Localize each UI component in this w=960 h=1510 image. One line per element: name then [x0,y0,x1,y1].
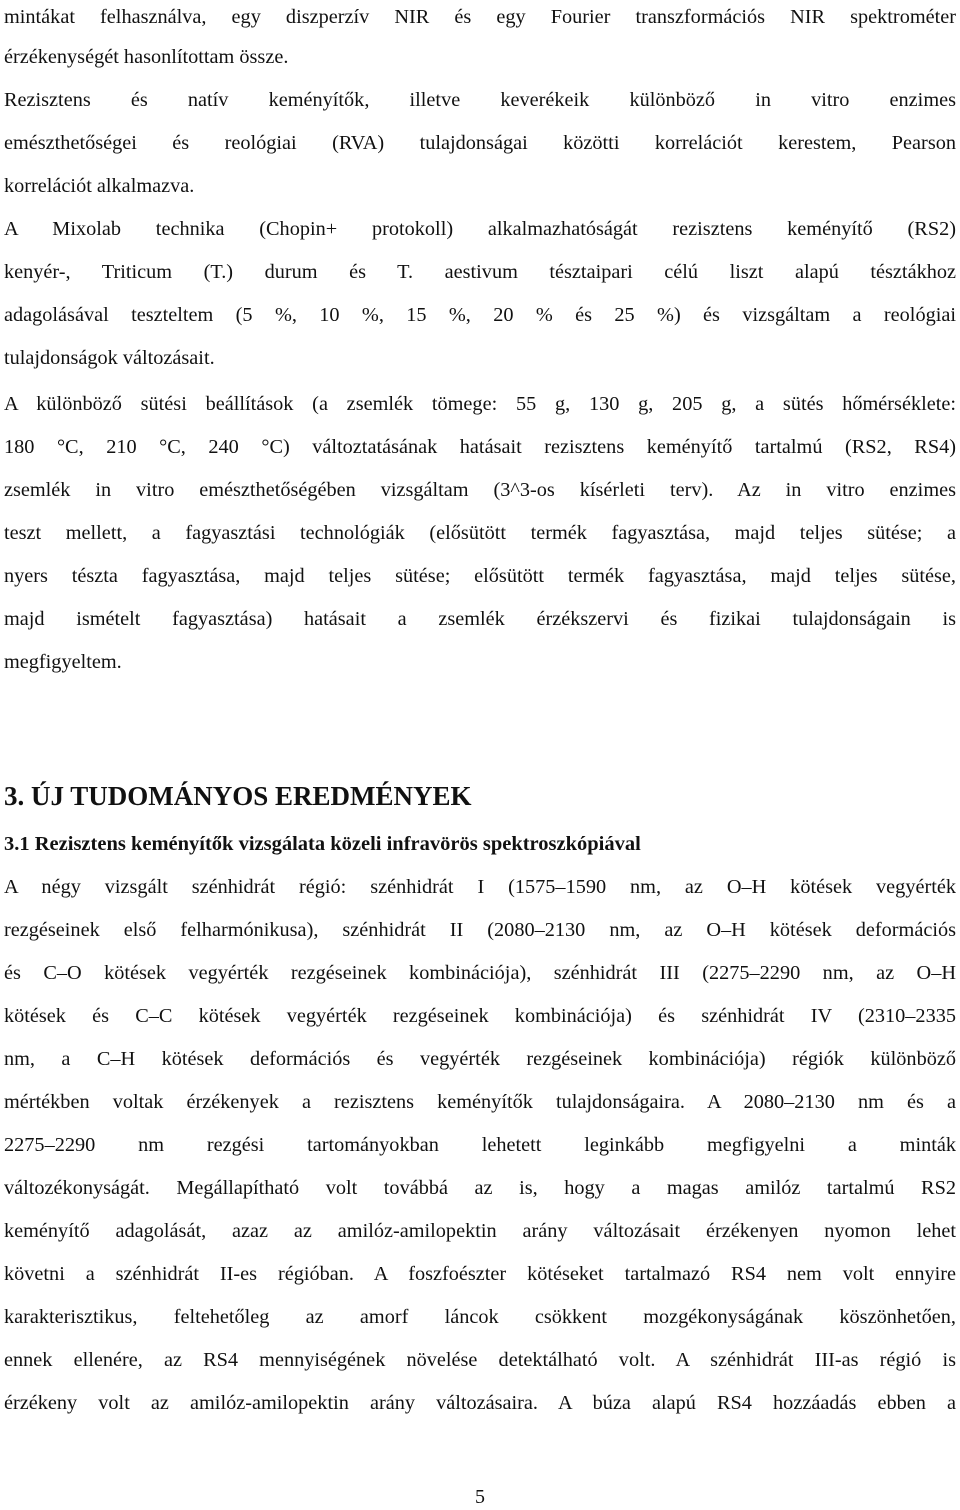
text-line: emészthetőségei és reológiai (RVA) tulajdonságai közötti korrelációt kerestem, Pearson [4,132,956,154]
section-heading: 3. ÚJ TUDOMÁNYOS EREDMÉNYEK [4,781,472,811]
text-line: karakterisztikus, feltehetőleg az amorf láncok csökkent mozgékonyságának köszönhetően, [4,1306,956,1328]
text-line: ennek ellenére, az RS4 mennyiségének növelése detektálható volt. A szénhidrát III-as régió is [4,1349,956,1371]
text-line: kötések és C–C kötések vegyérték rezgéseinek kombinációja) és szénhidrát IV (2310–2335 [4,1005,956,1027]
text-line: megfigyeltem. [4,651,122,673]
text-line: érzékeny volt az amilóz-amilopektin arány változásaira. A búza alapú RS4 hozzáadás ebben a [4,1392,956,1414]
text-line: változékonyságát. Megállapítható volt továbbá az is, hogy a magas amilóz tartalmú RS2 [4,1177,956,1199]
text-line: nm, a C–H kötések deformációs és vegyérték rezgéseinek kombinációja) régiók különböző [4,1048,956,1070]
text-line: tulajdonságok változásait. [4,347,215,369]
text-line: mértékben voltak érzékenyek a rezisztens keményítők tulajdonságaira. A 2080–2130 nm és a [4,1091,956,1113]
text-line: teszt mellett, a fagyasztási technológiák (elősütött termék fagyasztása, majd teljes sütése; a [4,522,956,544]
text-line: és C–O kötések vegyérték rezgéseinek kombinációja), szénhidrát III (2275–2290 nm, az O–H [4,962,956,984]
page-number: 5 [475,1486,485,1508]
text-line: A Mixolab technika (Chopin+ protokoll) alkalmazhatóságát rezisztens keményítő (RS2) [4,218,956,240]
text-line: 2275–2290 nm rezgési tartományokban lehetett leginkább megfigyelni a minták [4,1134,956,1156]
text-line: keményítő adagolását, azaz az amilóz-amilopektin arány változásait érzékenyen nyomon lehet [4,1220,956,1242]
text-line: A négy vizsgált szénhidrát régió: szénhidrát I (1575–1590 nm, az O–H kötések vegyérték [4,876,956,898]
text-line: követni a szénhidrát II-es régióban. A foszfoészter kötéseket tartalmazó RS4 nem volt ennyire [4,1263,956,1285]
text-line: zsemlék in vitro emészthetőségében vizsgáltam (3^3-os kísérleti terv). Az in vitro enzimes [4,479,956,501]
text-line: mintákat felhasználva, egy diszperzív NIR és egy Fourier transzformációs NIR spektrométer [4,6,956,28]
text-line: A különböző sütési beállítások (a zsemlék tömege: 55 g, 130 g, 205 g, a sütés hőmérséklete: [4,393,956,415]
text-line: rezgéseinek első felharmónikusa), szénhidrát II (2080–2130 nm, az O–H kötések deformációs [4,919,956,941]
text-line: Rezisztens és natív keményítők, illetve keverékeik különböző in vitro enzimes [4,89,956,111]
text-line: adagolásával teszteltem (5 %, 10 %, 15 %, 20 % és 25 %) és vizsgáltam a reológiai [4,304,956,326]
subsection-heading: 3.1 Rezisztens keményítők vizsgálata közeli infravörös spektroszkópiával [4,833,641,855]
text-line: kenyér-, Triticum (T.) durum és T. aestivum tésztaipari célú liszt alapú tésztákhoz [4,261,956,283]
text-line: majd ismételt fagyasztása) hatásait a zsemlék érzékszervi és fizikai tulajdonságain is [4,608,956,630]
text-line: nyers tészta fagyasztása, majd teljes sütése; elősütött termék fagyasztása, majd teljes sütése, [4,565,956,587]
text-line: korrelációt alkalmazva. [4,175,195,197]
text-line: érzékenységét hasonlítottam össze. [4,46,289,68]
text-line: 180 °C, 210 °C, 240 °C) változtatásának hatásait rezisztens keményítő tartalmú (RS2, RS4) [4,436,956,458]
